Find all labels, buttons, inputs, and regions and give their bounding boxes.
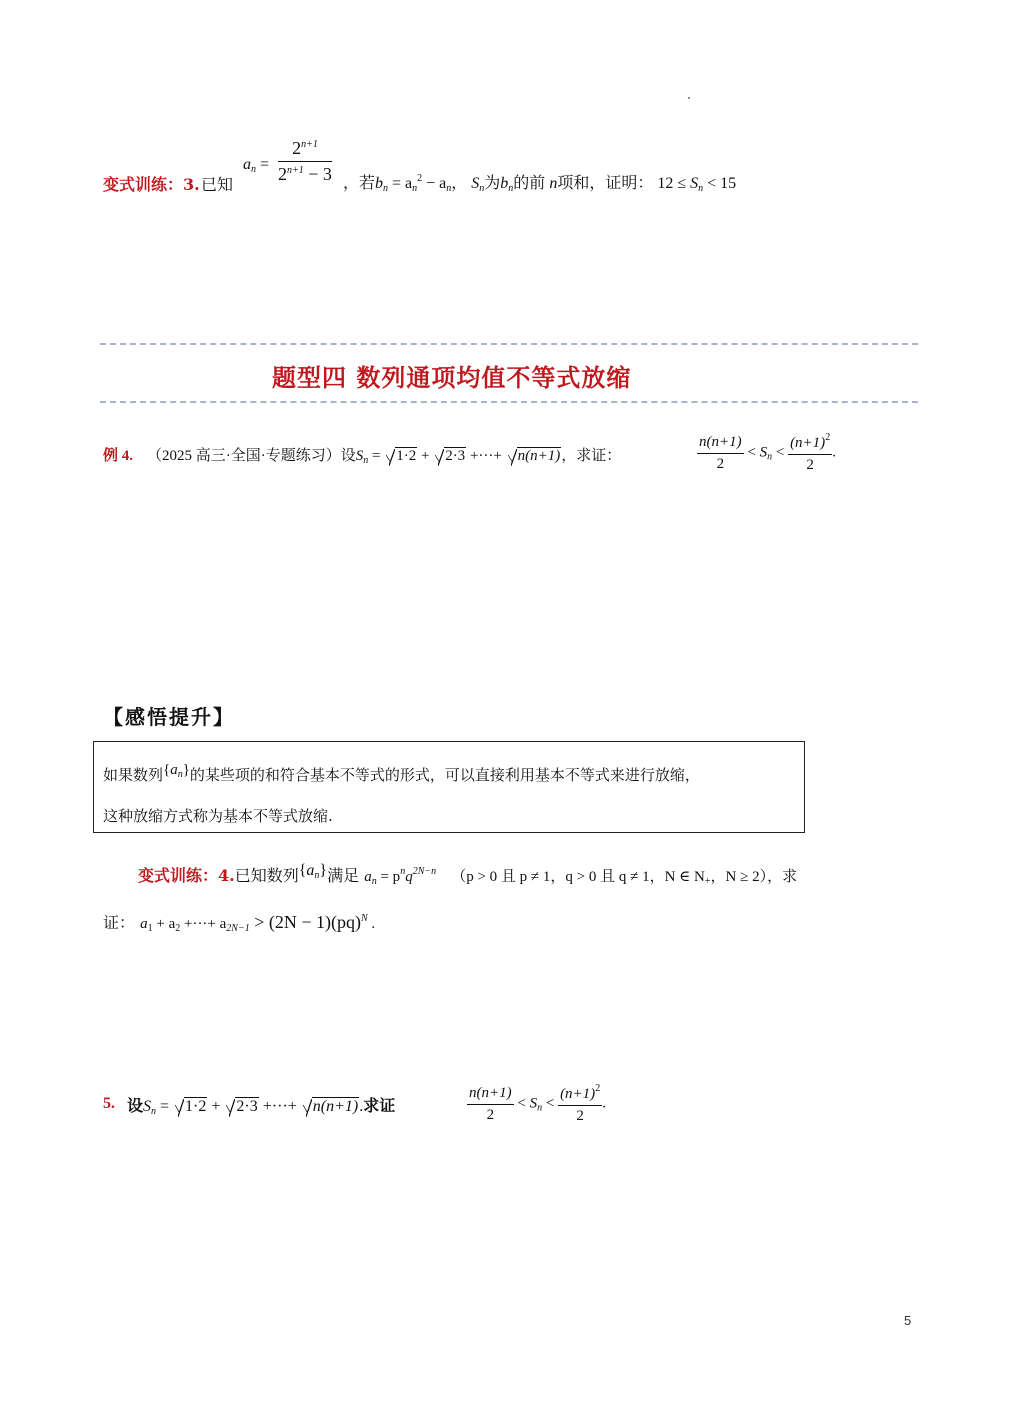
frac-num: 2	[292, 138, 302, 158]
variant4-problem	[103, 856, 923, 946]
sub-n: n	[446, 183, 452, 194]
variant3-label: 变式训练：3.	[103, 175, 200, 194]
example4-source: （2025 高三·全国·专题练习）设	[147, 448, 356, 464]
variant4-line1: 变式训练：4.已知数列$\{a_n\}$满足 $a_n = p^nq^{2N-n}$ （p > 0 且 p ≠ 1，q > 0 且 q ≠ 1，N ∈ $N_+$，N ≥ 2），求	[138, 862, 798, 887]
equals-sign: =	[260, 156, 270, 173]
sqrt-3: n(n+1)	[303, 1098, 359, 1116]
sub-n: n	[767, 451, 773, 463]
variant4-sum-inequality: $a_1 + a_2$ +···+ $a_{2N-1} > (2N - 1)(pq)^N$ .	[140, 912, 376, 934]
problem5	[103, 1083, 803, 1133]
insight-box	[93, 741, 805, 833]
variant3-yizhi: 已知	[201, 175, 234, 194]
sqrt-1: 1·2	[175, 1098, 207, 1116]
lt: <	[743, 444, 760, 461]
frac-right: $\frac{(n+1)^2}{2}$	[790, 432, 831, 473]
variant3-fraction	[278, 138, 332, 185]
sub-n: n	[251, 164, 256, 175]
sub-n: n	[383, 183, 389, 194]
frac-left: $\frac{n(n+1)}{2}$	[699, 433, 742, 472]
problem5-inequality: $\frac{n(n+1)}{2}$ < $S_n$ < $\frac{(n+1)^2}{2}$ .	[469, 1083, 606, 1124]
sub-n: n	[698, 183, 704, 194]
sqrt-2: 2·3	[435, 448, 466, 465]
ineq-left: 12 ≤	[657, 175, 691, 192]
frac-den: 2	[278, 164, 287, 184]
text-ruo: ，若	[343, 175, 376, 192]
plus-dots: +···+	[466, 448, 506, 464]
variant3-an-formula	[243, 156, 269, 175]
b-def: = a	[392, 175, 413, 192]
b-def-tail: − a	[422, 175, 447, 192]
insight-line1: 如果数列$\{a_n\}$的某些项的和符合基本不等式的形式，可以直接利用基本不等式来进行放缩，	[103, 762, 700, 784]
frac-den-tail: − 3	[303, 164, 332, 184]
example4-body	[147, 444, 621, 466]
insight-line2: 这种放缩方式称为基本不等式放缩.	[103, 807, 333, 825]
sub-n: n	[363, 455, 369, 466]
var-a: a	[243, 156, 251, 173]
problem5-label: 5.	[103, 1095, 115, 1112]
set-an: $\{a_n\}$	[298, 862, 328, 881]
example4-problem	[103, 432, 903, 482]
example4-inequality: $\frac{n(n+1)}{2}$ < $S_n$ < $\frac{(n+1)^2}{2}$ .	[699, 432, 836, 473]
frac-den-sup: n+1	[287, 165, 304, 176]
section-divider-top	[100, 343, 918, 345]
text-prove: 项和，证明：	[557, 175, 654, 192]
example4-label: 例 4.	[103, 448, 134, 464]
variant3-bn-def: ，若$b_n = a_n^2 - a_n$， $S_n$为$b_n$的前 n项和，证明： $12 \le S_n < 15$	[343, 173, 737, 194]
stray-dot	[688, 97, 690, 99]
text-wei: 为	[484, 175, 501, 192]
section-title: 题型四 数列通项均值不等式放缩	[272, 363, 632, 392]
sqrt-3: n(n+1)	[508, 448, 562, 465]
text-prove: ，求证：	[561, 448, 622, 464]
sqrt-2: 2·3	[226, 1098, 258, 1116]
frac-num-sup: n+1	[301, 139, 318, 150]
problem5-body: 设$S_n = 1\cdot 2 + 2\cdot 3$ +···+ n(n+1).求证	[127, 1098, 396, 1117]
period: .	[832, 444, 836, 461]
sub-n: n	[412, 183, 418, 194]
equals-sign: =	[368, 448, 385, 464]
sqrt-1: 1·2	[386, 448, 417, 465]
lt: <	[772, 444, 789, 461]
variant4-conditions: （p > 0 且 p ≠ 1，q > 0 且 q ≠ 1，N ∈ $N_+$，N ≥ 2），求	[451, 869, 798, 887]
variant3-problem	[103, 134, 923, 204]
set-an: $\{a_n\}$	[163, 762, 190, 780]
comma: ，	[451, 175, 468, 192]
var-n: n	[549, 175, 558, 192]
variant4-formula: $a_n = p^nq^{2N-n}$	[364, 866, 437, 887]
page-number: 5	[904, 1313, 912, 1328]
insight-heading: 【感悟提升】	[103, 705, 235, 729]
variant4-line2: 证： $a_1 + a_2$ +···+ $a_{2N-1} > (2N - 1)(pq)^N$ .	[103, 912, 376, 934]
ineq-right: < 15	[703, 175, 737, 192]
section-divider-bottom	[100, 401, 918, 403]
var-s: S	[355, 448, 364, 464]
sub-n: n	[479, 183, 485, 194]
text-qian: 的前	[513, 175, 546, 192]
plus: +	[417, 448, 434, 464]
sq-sup: 2	[417, 173, 423, 184]
sub-n: n	[508, 183, 514, 194]
variant4-label: 变式训练：4.	[138, 866, 235, 885]
